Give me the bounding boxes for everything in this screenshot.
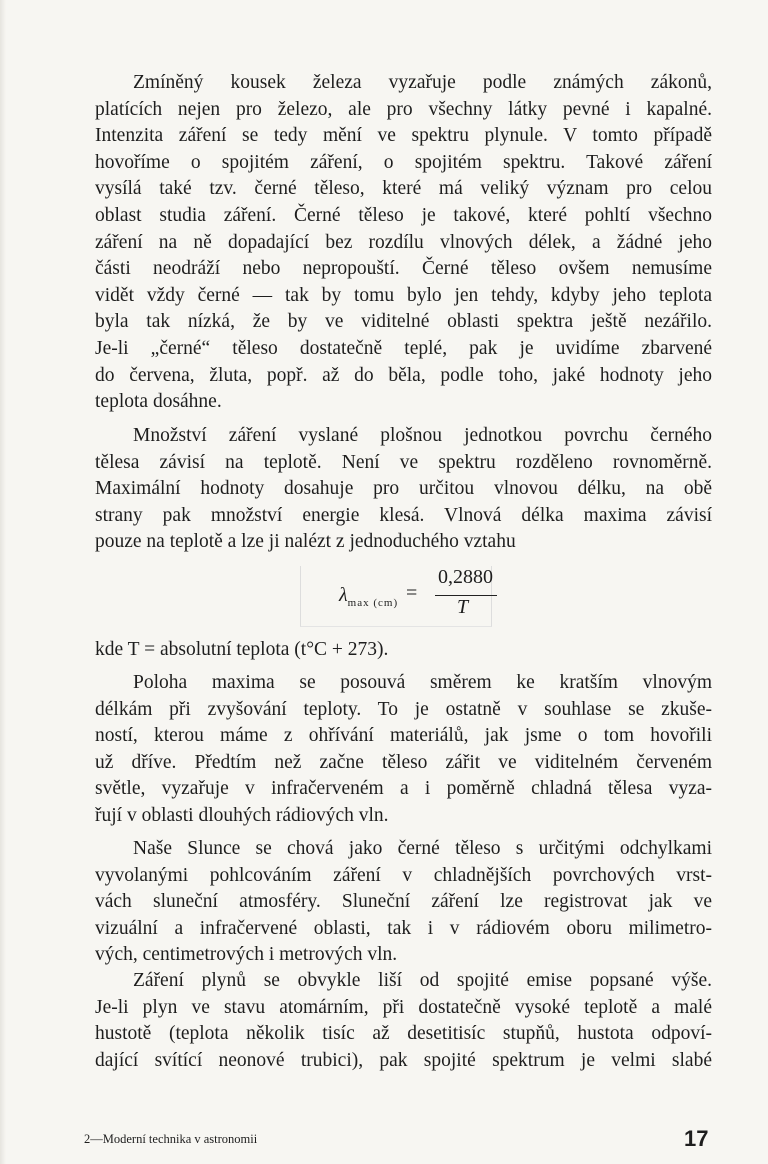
paragraph-2	[95, 423, 712, 556]
text-line: byla tak nízká, že by ve viditelné oblasti spektra ještě nezářilo.	[95, 311, 712, 333]
text-line: dající svítící neonové trubici), pak spojité spektrum je velmi slabé	[95, 1049, 712, 1071]
text-line: kde T = absolutní teplota (t°C + 273).	[95, 639, 389, 660]
paragraph-definition	[95, 637, 712, 664]
text-line: vých, centimetrových i metrových vln.	[95, 944, 398, 966]
formula-denominator: T	[457, 596, 469, 618]
text-line: záření na ně dopadající bez rozdílu vlnových délek, a žádné jeho	[95, 231, 712, 253]
text-line: Množství záření vyslané plošnou jednotkou povrchu černého	[133, 425, 712, 446]
text-line: ností, kterou máme z ohřívání materiálů, jak jsme o tom hovořili	[95, 725, 712, 747]
text-line: délkám při zvyšování teploty. To je ostatně v souhlase se zkuše-	[95, 698, 712, 720]
text-line: Zmíněný kousek železa vyzařuje podle známých zákonů,	[133, 72, 712, 93]
text-line: Poloha maxima se posouvá směrem ke kratším vlnovým	[133, 672, 712, 693]
formula-equals: =	[406, 582, 418, 604]
text-line: strany pak množství energie klesá. Vlnová délka maxima závisí	[95, 504, 712, 526]
text-line: už dříve. Předtím než začne těleso zářit ve viditelném červeném	[95, 751, 712, 773]
paragraph-5	[95, 968, 712, 1074]
text-line: řují v oblasti dlouhých rádiových vln.	[95, 804, 389, 826]
text-line: Intenzita záření se tedy mění ve spektru plynule. V tomto případě	[95, 125, 712, 147]
text-line: vidět vždy černé — tak by tomu bylo jen tehdy, kdyby jeho teplota	[95, 284, 712, 306]
text-line: platících nejen pro železo, ale pro všechny látky pevné i kapalné.	[95, 98, 712, 120]
paragraph-4	[95, 836, 712, 969]
text-line: vyvolanými pohlcováním záření v chladnějších povrchových vrst-	[95, 864, 712, 886]
formula-numerator: 0,2880	[438, 566, 493, 588]
text-line: Maximální hodnoty dosahuje pro určitou vlnovou délku, na obě	[95, 478, 712, 500]
page-edge-shadow	[0, 0, 6, 1164]
formula-subscript: max (cm)	[347, 597, 399, 609]
text-line: hovoříme o spojitém záření, o spojitém spektru. Takové záření	[95, 151, 712, 173]
paragraph-3	[95, 670, 712, 830]
text-line: do červena, žluta, popř. až do běla, podle toho, jaké hodnoty jeho	[95, 364, 712, 386]
text-line: Naše Slunce se chová jako černé těleso s určitými odchylkami	[133, 838, 712, 859]
text-line: vách sluneční atmosféry. Sluneční záření lze registrovat jak ve	[95, 891, 712, 913]
text-line: vizuální a infračervené oblasti, tak i v rádiovém oboru milimetro-	[95, 917, 712, 939]
text-line: tělesa závisí na teplotě. Není ve spektru rozděleno rovnoměrně.	[95, 451, 712, 473]
text-line: teplota dosáhne.	[95, 391, 222, 413]
text-line: oblast studia záření. Černé těleso je takové, které pohltí všechno	[95, 204, 712, 226]
text-line: vysílá také tzv. černé těleso, které má veliký význam pro celou	[95, 178, 712, 200]
text-line: hustotě (teplota několik tisíc až desetitisíc stupňů, hustota odpoví-	[95, 1023, 712, 1045]
text-line: části neodráží nebo nepropouští. Černé těleso ovšem nemusíme	[95, 258, 712, 280]
paragraph-1	[95, 70, 712, 416]
footer-signature: 2—Moderní technika v astronomii	[84, 1132, 258, 1146]
text-line: Záření plynů se obvykle liší od spojité emise popsané výše.	[133, 970, 712, 991]
lambda-symbol: λ	[339, 584, 348, 606]
text-line: Je-li „černé“ těleso dostatečně teplé, pak je uvidíme zbarvené	[95, 337, 712, 359]
text-line: pouze na teplotě a lze ji nalézt z jednoduchého vztahu	[95, 531, 516, 553]
text-line: světle, vyzařuje v infračerveném a i poměrně chladná tělesa vyza-	[95, 778, 712, 800]
wien-formula	[300, 566, 492, 627]
text-line: Je-li plyn ve stavu atomárním, při dostatečně vysoké teplotě a malé	[95, 996, 712, 1018]
formula-lhs	[339, 584, 398, 607]
page-number: 17	[684, 1126, 709, 1151]
